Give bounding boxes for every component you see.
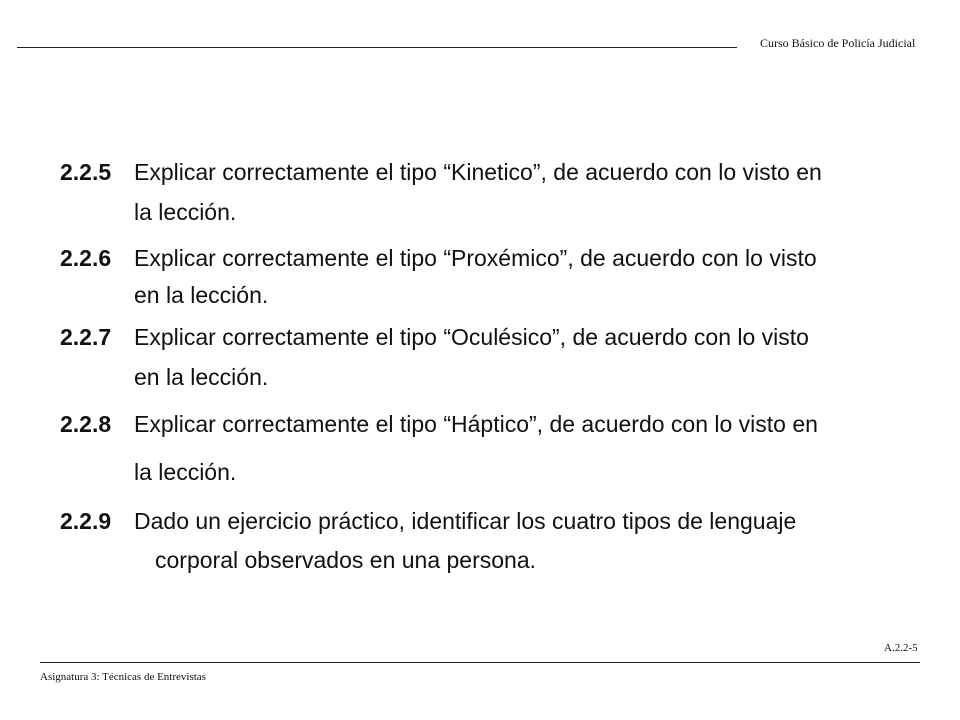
- objective-text-line-1: Explicar correctamente el tipo “Proxémico”, de acuerdo con lo visto: [134, 245, 817, 271]
- footer-rule: [40, 662, 920, 663]
- objective-text-line-2: la lección.: [134, 199, 237, 225]
- course-title: Curso Básico de Policía Judicial: [760, 36, 916, 50]
- objective-number: 2.2.7: [60, 324, 112, 350]
- objective-text-line-1: Explicar correctamente el tipo “Oculésico”, de acuerdo con lo visto: [134, 324, 809, 350]
- objective-number: 2.2.9: [60, 508, 112, 534]
- page-reference: A.2.2-5: [884, 642, 918, 654]
- objective-text-line-2: en la lección.: [134, 364, 269, 390]
- objective-text-line-1: Explicar correctamente el tipo “Háptico”, de acuerdo con lo visto en: [134, 411, 818, 437]
- subject-title: Asignatura 3: Técnicas de Entrevistas: [40, 671, 206, 683]
- objective-number: 2.2.6: [60, 245, 112, 271]
- header-rule: [17, 47, 737, 48]
- objective-text-line-1: Dado un ejercicio práctico, identificar los cuatro tipos de lenguaje: [134, 508, 797, 534]
- objective-text-line-2: en la lección.: [134, 282, 269, 308]
- objective-text-line-2: corporal observados en una persona.: [155, 547, 537, 573]
- objective-text-line-2: la lección.: [134, 459, 237, 485]
- objective-number: 2.2.5: [60, 159, 112, 185]
- objective-text-line-1: Explicar correctamente el tipo “Kinetico”, de acuerdo con lo visto en: [134, 159, 822, 185]
- objective-number: 2.2.8: [60, 411, 112, 437]
